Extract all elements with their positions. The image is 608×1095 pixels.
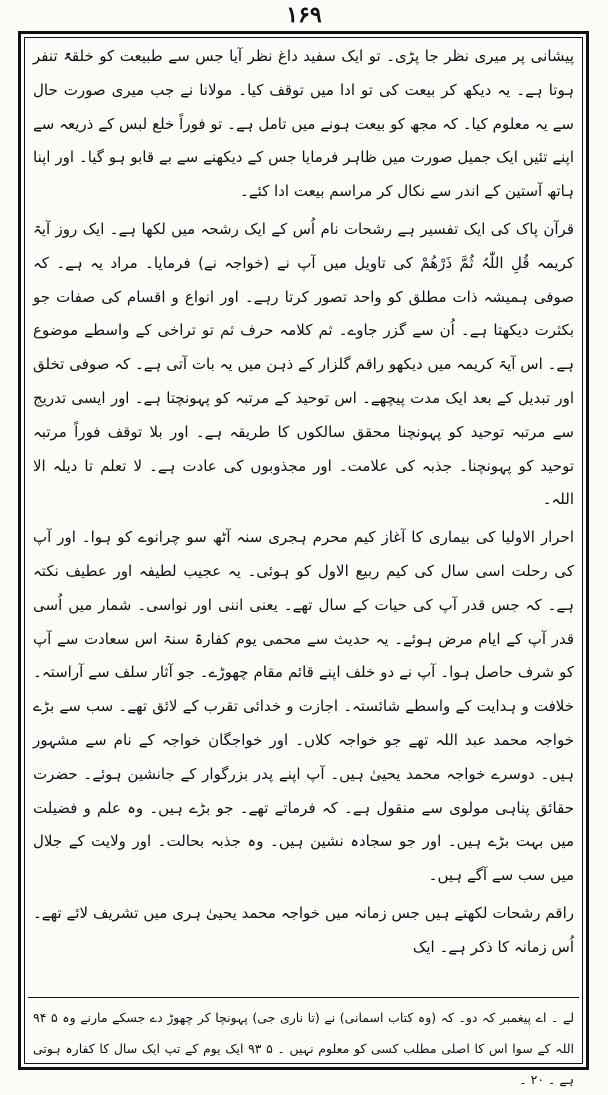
paragraph: پیشانی پر میری نظر جا پڑی۔ تو ایک سفید داغ نظر آیا جس سے طبیعت کو خلقۃً تنفر ہوتا ہے۔ یہ دیکھ کر بیعت کی تو ادا میں توقف کیا۔ مولانا نے جب میری صورت حال سے یہ معلوم کیا۔ کہ مجھ کو بیعت ہونے میں تامل ہے۔ تو فوراً خلع لبس کے ذریعہ سے اپنے تئیں ایک جمیل صورت میں ظاہر فرمایا جس کے دیکھنے سے بے قابو ہو گیا۔ اور اپنا ہاتھ آستین کے اندر سے نکال کر مراسم بیعت ادا کئے۔: [33, 47, 574, 201]
paragraph: احرار الاولیا کی بیماری کا آغاز کیم محرم ہجری سنہ آٹھ سو چرانوے کو ہوا۔ اور آپ کی رحلت اسی سال کی کیم ربیع الاول کو ہوئی۔ یہ عجیب لطیفہ اور عطیف نکتہ ہے۔ کہ جس قدر آپ کی حیات کے سال تھے۔ یعنی اننی اور نواسی۔ شمار میں اُسی قدر آپ کے ایام مرض ہوئے۔ یہ حدیث سے محمی یوم کفارۃ سنۃ اس سعادت سے آپ کو شرف حاصل ہوا۔ آپ نے دو خلف اپنے قائم مقام چھوڑے۔ جو آثار سلف سے آراستہ۔ خلافت و ہدایت کے واسطے شائستہ۔ اجازت و خدائی تقرب کے لائق تھے۔ سب سے بڑے خواجہ محمد عبد اللہ تھے جو خواجہ کلاں۔ اور خواجگان خواجہ کے نام سے مشہور ہیں۔ دوسرے خواجہ محمد یحییٰ ہیں۔ آپ اپنے پدر بزرگوار کے جانشین ہوئے۔ حضرت حقائق پناہی مولوی سے منقول ہے۔ کہ فرماتے تھے۔ جو بڑے ہیں۔ وہ علم و فضیلت میں بہت بڑے ہیں۔ اور جو سجادہ نشین ہیں۔ وہ جذبہ بحالت۔ اور ولایت کے جلال میں سب سے آگے ہیں۔: [33, 528, 574, 885]
footnote: لے ۔ اے پیغمبر کہ دو۔ کہ (وہ کتاب اسمانی) نے (تا ناری جی) پہونچا کر چھوڑ دے جسکے مارنے وہ ۵ ۹۴ اللہ کے سوا اس کا اصلی مطلب کسی کو معلوم نہیں ۔ ۵ ۹۳ ایک یوم کے تپ ایک سال کا کفارہ ہوتی ہے ۔ ۲۰ ۔: [33, 1010, 575, 1087]
paragraph: قرآن پاک کی ایک تفسیر ہے رشحات نام اُس کے ایک رشحہ میں لکھا ہے۔ ایک روز آیۃ کریمہ قُلِ اللّٰہُ ثُمَّ ذَرْهُمْ کی تاویل میں آپ نے (خواجہ نے) فرمایا۔ مراد یہ ہے۔ کہ صوفی ہمیشہ ذات مطلق کو واحد تصور کرتا رہے۔ اور انواع و اقسام کی صفات جو بکثرت دیکھتا ہے۔ اُن سے گزر جاوے۔ ثم کلامہ حرف ثم تو تراخی کے واسطے موضوع ہے۔ اس آیۃ کریمہ میں دیکھو راقم گلزار کے ذہن میں یہ بات آتی ہے۔ کہ صوفی تخلق اور تبدیل کے بعد ایک مدت پیچھے۔ اس توحید کے مرتبہ کو پہونچتا ہے۔ اور ایسی تدریج سے مرتبہ توحید کو پہونچنا محقق سالکوں کا طریقہ ہے۔ اور بلا توقف فوراً مرتبہ توحید کو پہونچنا۔ جذبہ کی علامت۔ اور مجذوبوں کی عادت ہے۔ لا تعلم تا دیلہ الا اللہ۔: [33, 219, 574, 509]
footnote-separator: [28, 997, 579, 998]
page-frame: [18, 31, 589, 1087]
page-number: ۱۶۹: [286, 2, 322, 28]
main-text: [33, 40, 574, 965]
paragraph: راقم رشحات لکھتے ہیں جس زمانہ میں خواجہ محمد یحییٰ ہری میں تشریف لائے تھے۔ اُس زمانہ کا ذکر ہے۔ ایک: [33, 903, 574, 956]
